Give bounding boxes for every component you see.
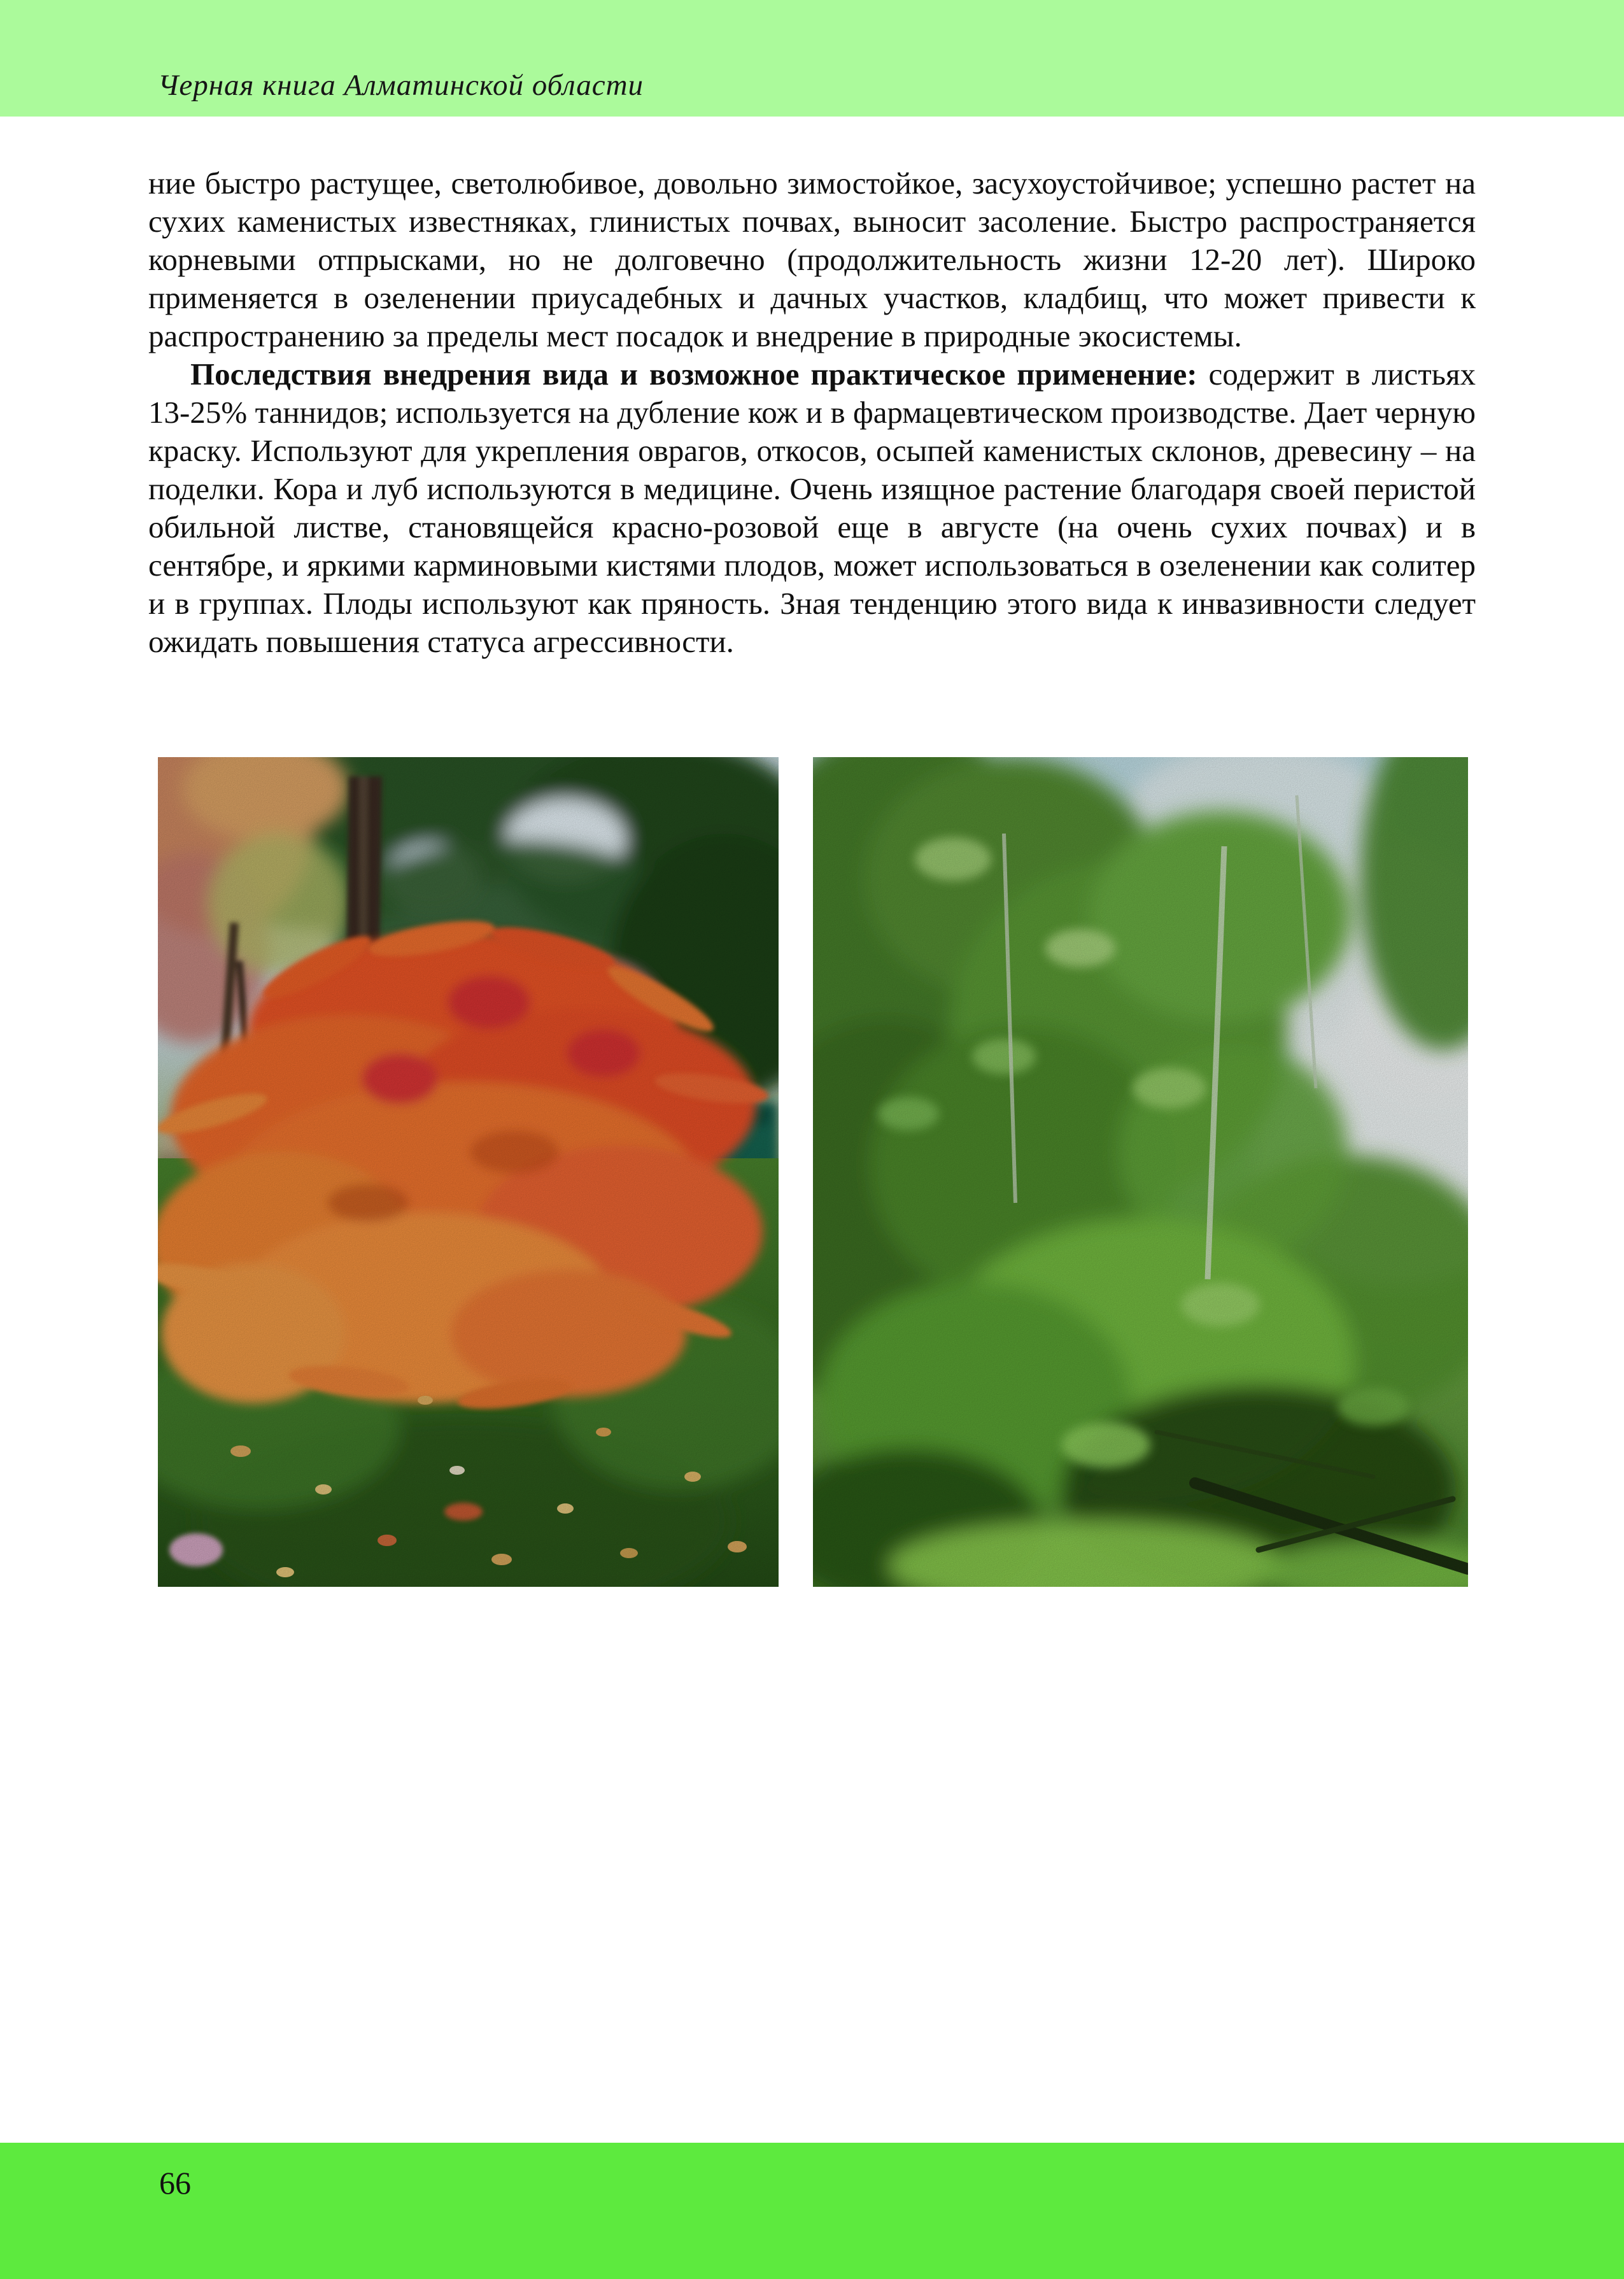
green-thicket-photo	[813, 757, 1468, 1587]
autumn-sumac-photo	[158, 757, 779, 1587]
header-band	[0, 0, 1624, 117]
green-thicket-illustration	[813, 757, 1468, 1587]
running-title: Черная книга Алматинской области	[158, 69, 644, 102]
body-text	[148, 164, 1476, 661]
page-number: 66	[159, 2165, 191, 2201]
paragraph-consequences	[148, 355, 1476, 661]
paragraph-lead-bold: Последствия внедрения вида и возможное практическое применение:	[190, 357, 1197, 392]
footer-band	[0, 2143, 1624, 2279]
autumn-sumac-illustration	[158, 757, 779, 1587]
paragraph-continuation: ние быстро растущее, светолюбивое, довольно зимостойкое, засухоустойчивое; успешно растет на сухих каменистых известняках, глинистых почвах, выносит засоление. Быстро распространяется корневыми отпрысками, но не долговечно (продолжительность жизни 12-20 лет). Широко применяется в озеленении приусадебных и дачных участков, кладбищ, что может привести к распространению за пределы мест посадок и внедрение в природные экосистемы.	[148, 166, 1476, 353]
paragraph-lead-rest: содержит в листьях 13-25% таннидов; используется на дубление кож и в фармацевтическом производстве. Дает черную краску. Используют для укрепления оврагов, откосов, осыпей каменистых склонов, древесину – на поделки. Кора и луб используются в медицине. Очень изящное растение благодаря своей перистой обильной листве, становящейся красно-розовой еще в августе (на очень сухих почвах) и в сентябре, и яркими карминовыми кистями плодов, может использоваться в озеленении как солитер и в группах. Плоды используют как пряность. Зная тенденцию этого вида к инвазивности следует ожидать повышения статуса агрессивности.	[148, 357, 1476, 659]
